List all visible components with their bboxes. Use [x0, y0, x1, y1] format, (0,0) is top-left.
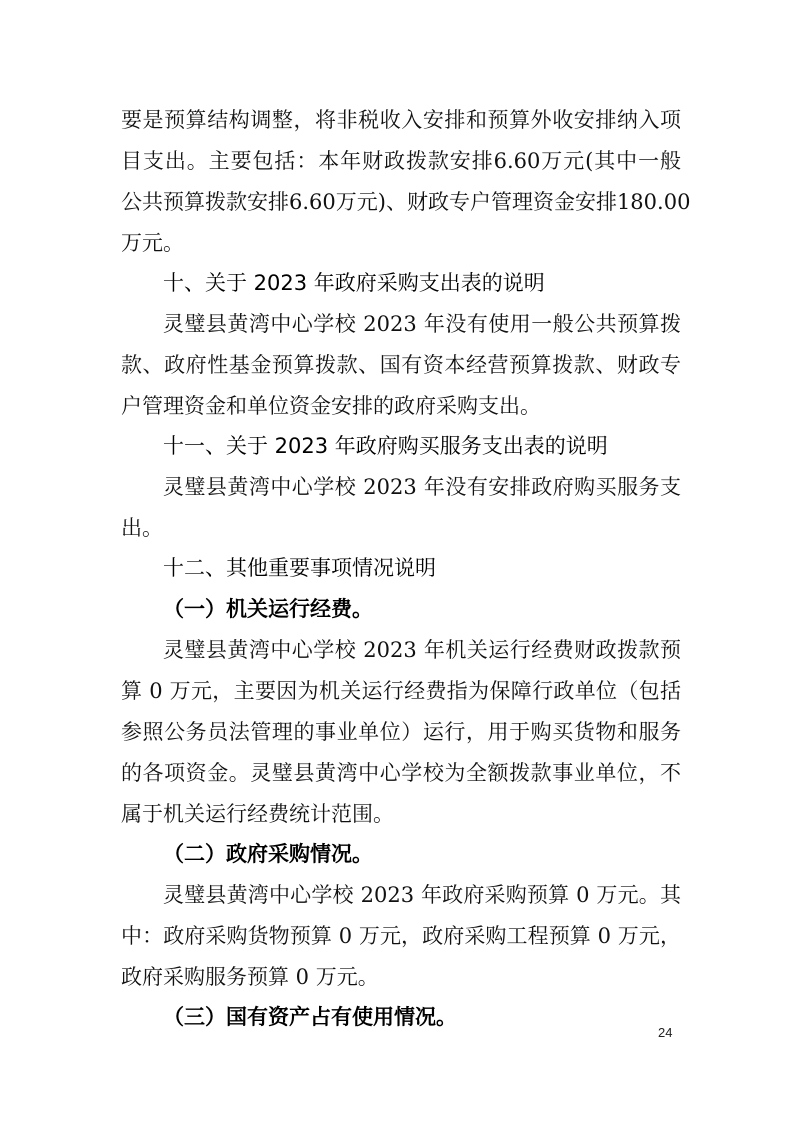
paragraph-line: 的各项资金。灵璧县黄湾中心学校为全额拨款事业单位，不 [121, 761, 681, 785]
section-heading: 十二、其他重要事项情况说明 [163, 556, 436, 580]
paragraph-line: 中：政府采购货物预算 0 万元，政府采购工程预算 0 万元， [121, 924, 681, 948]
paragraph-line: 算 0 万元，主要因为机关运行经费指为保障行政单位（包括 [121, 679, 681, 703]
paragraph-line: 目支出。主要包括：本年财政拨款安排6.60万元(其中一般 [121, 149, 681, 173]
paragraph-line: 款、政府性基金预算拨款、国有资本经营预算拨款、财政专 [121, 353, 681, 377]
paragraph-line: 公共预算拨款安排6.60万元)、财政专户管理资金安排180.00 [121, 190, 691, 214]
page-number: 24 [658, 1025, 673, 1040]
subsection-heading: （二）政府采购情况。 [163, 842, 373, 866]
paragraph-line: 出。 [121, 516, 163, 540]
paragraph-line: 政府采购服务预算 0 万元。 [121, 965, 379, 989]
paragraph-line: 灵璧县黄湾中心学校 2023 年没有使用一般公共预算拨 [163, 312, 681, 336]
paragraph-line: 参照公务员法管理的事业单位）运行，用于购买货物和服务 [121, 720, 681, 744]
paragraph-line: 灵璧县黄湾中心学校 2023 年政府采购预算 0 万元。其 [163, 883, 681, 907]
paragraph-line: 万元。 [121, 231, 184, 255]
paragraph-line: 灵璧县黄湾中心学校 2023 年机关运行经费财政拨款预 [163, 638, 681, 662]
subsection-heading: （一）机关运行经费。 [163, 597, 373, 621]
section-heading: 十一、关于 2023 年政府购买服务支出表的说明 [163, 434, 608, 458]
section-heading: 十、关于 2023 年政府采购支出表的说明 [163, 271, 545, 295]
paragraph-line: 要是预算结构调整，将非税收入安排和预算外收安排纳入项 [121, 108, 681, 132]
paragraph-line: 户管理资金和单位资金安排的政府采购支出。 [121, 394, 541, 418]
subsection-heading: （三）国有资产占有使用情况。 [163, 1005, 457, 1029]
paragraph-line: 灵璧县黄湾中心学校 2023 年没有安排政府购买服务支 [163, 475, 681, 499]
paragraph-line: 属于机关运行经费统计范围。 [121, 802, 394, 826]
